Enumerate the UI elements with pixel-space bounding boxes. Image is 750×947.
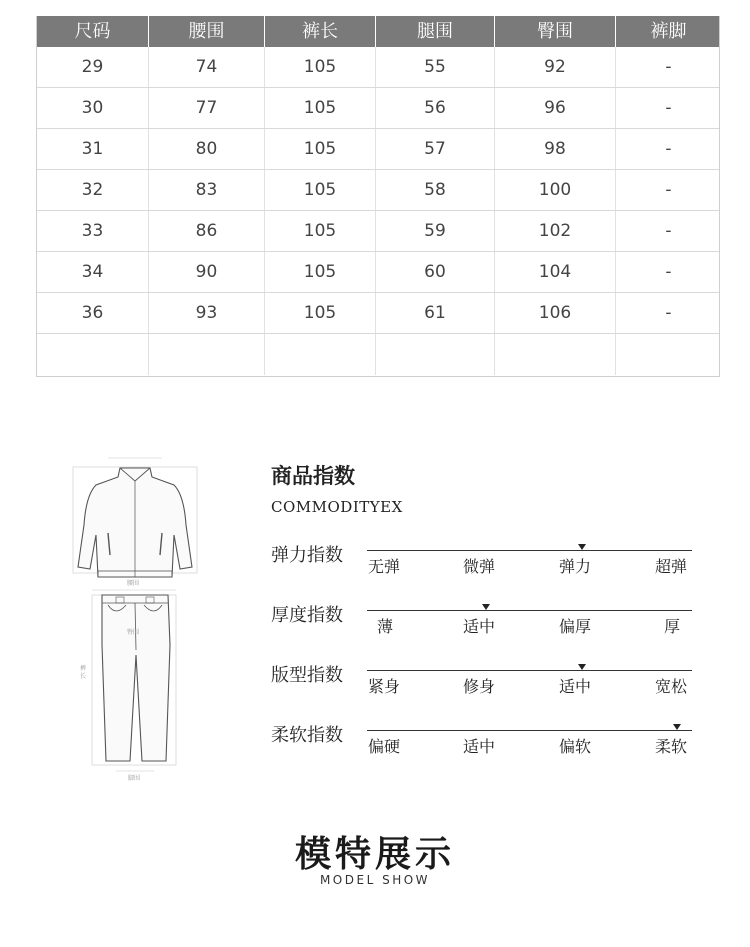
index-name: 柔软指数: [271, 725, 343, 746]
cell-size: 34: [37, 252, 149, 292]
index-marker-icon: [482, 604, 490, 610]
cell-pants-length: 105: [265, 170, 376, 210]
cell-hem: -: [665, 262, 672, 282]
index-option: 适中: [559, 677, 592, 696]
index-option: 偏厚: [559, 617, 592, 636]
cell-hem: -: [665, 139, 672, 159]
table-row: [37, 88, 719, 129]
cell-hip: 102: [495, 211, 616, 251]
cell-thigh: [376, 334, 495, 375]
cell-size: 36: [37, 293, 149, 333]
index-option: 无弹: [368, 557, 401, 576]
index-option: 宽松: [655, 677, 688, 696]
cell-hip: [495, 334, 616, 375]
cell-size: 31: [37, 129, 149, 169]
header-pants-length: 裤长: [265, 16, 376, 47]
sketch-label-length-a: 裤: [80, 665, 87, 672]
commodity-index-subtitle: COMMODITYEX: [271, 498, 403, 516]
size-table-body: [37, 47, 719, 375]
sketch-label-hip: 臀围: [127, 629, 140, 636]
table-row: [37, 252, 719, 293]
table-row: [37, 129, 719, 170]
cell-hem: [616, 334, 721, 375]
index-option: 偏软: [559, 737, 592, 756]
index-marker-icon: [578, 664, 586, 670]
cell-pants-length: [265, 334, 376, 375]
table-row: [37, 47, 719, 88]
cell-pants-length: 105: [265, 47, 376, 87]
size-table-header: [37, 16, 719, 47]
index-row: [271, 721, 701, 771]
index-scale-line: [367, 610, 692, 611]
cell-size: 29: [37, 47, 149, 87]
index-option: 柔软: [655, 737, 688, 756]
cell-size: 32: [37, 170, 149, 210]
index-scale-line: [367, 670, 692, 671]
index-scale-line: [367, 550, 692, 551]
index-marker-icon: [673, 724, 681, 730]
index-row: [271, 601, 701, 651]
cell-hip: 106: [495, 293, 616, 333]
commodity-index-title: 商品指数: [271, 464, 355, 488]
table-row: [37, 334, 719, 375]
index-name: 弹力指数: [271, 545, 343, 566]
cell-hem: -: [665, 57, 672, 77]
cell-waist: 86: [149, 211, 265, 251]
garment-sketch-drawing: [70, 455, 200, 785]
table-row: [37, 170, 719, 211]
cell-pants-length: 105: [265, 211, 376, 251]
cell-hem: -: [665, 221, 672, 241]
cell-hip: 96: [495, 88, 616, 128]
index-row: [271, 661, 701, 711]
index-option: 偏硬: [368, 737, 401, 756]
cell-thigh: 56: [376, 88, 495, 128]
cell-size: 33: [37, 211, 149, 251]
index-option: 适中: [463, 617, 496, 636]
cell-waist: 93: [149, 293, 265, 333]
cell-waist: 80: [149, 129, 265, 169]
cell-pants-length: 105: [265, 293, 376, 333]
cell-thigh: 59: [376, 211, 495, 251]
garment-measurement-sketch: [70, 455, 200, 785]
index-option: 厚: [664, 617, 681, 636]
index-option: 超弹: [655, 557, 688, 576]
cell-thigh: 61: [376, 293, 495, 333]
cell-pants-length: 105: [265, 252, 376, 292]
index-scale-line: [367, 730, 692, 731]
header-hip: 臀围: [495, 16, 616, 47]
index-marker-icon: [578, 544, 586, 550]
cell-thigh: 60: [376, 252, 495, 292]
table-row: [37, 211, 719, 252]
index-option: 微弹: [463, 557, 496, 576]
cell-thigh: 57: [376, 129, 495, 169]
cell-hem: -: [665, 303, 672, 323]
header-size: 尺码: [37, 16, 149, 47]
size-table: [36, 16, 720, 377]
model-show-title: 模特展示: [294, 834, 455, 875]
index-name: 厚度指数: [271, 605, 343, 626]
header-waist: 腰围: [149, 16, 265, 47]
model-show-subtitle: MODEL SHOW: [319, 873, 431, 887]
cell-hip: 98: [495, 129, 616, 169]
table-row: [37, 293, 719, 334]
sketch-label-length-b: 长: [80, 673, 87, 680]
cell-hem: -: [665, 98, 672, 118]
index-row: [271, 541, 701, 591]
cell-waist: 74: [149, 47, 265, 87]
cell-pants-length: 105: [265, 88, 376, 128]
cell-thigh: 58: [376, 170, 495, 210]
index-option: 适中: [463, 737, 496, 756]
cell-thigh: 55: [376, 47, 495, 87]
cell-size: [37, 334, 149, 375]
header-thigh: 腿围: [376, 16, 495, 47]
sketch-label-waist: 腰围: [127, 580, 140, 587]
index-option: 修身: [463, 677, 496, 696]
cell-waist: 90: [149, 252, 265, 292]
cell-hem: -: [665, 180, 672, 200]
cell-waist: 83: [149, 170, 265, 210]
cell-pants-length: 105: [265, 129, 376, 169]
cell-waist: [149, 334, 265, 375]
index-option: 薄: [377, 617, 394, 636]
cell-hip: 92: [495, 47, 616, 87]
index-option: 紧身: [368, 677, 401, 696]
cell-hip: 104: [495, 252, 616, 292]
cell-waist: 77: [149, 88, 265, 128]
index-name: 版型指数: [271, 665, 343, 686]
sketch-label-hem: 脚围: [128, 775, 141, 782]
header-hem: 裤脚: [650, 21, 687, 42]
index-option: 弹力: [559, 557, 592, 576]
cell-hip: 100: [495, 170, 616, 210]
cell-size: 30: [37, 88, 149, 128]
